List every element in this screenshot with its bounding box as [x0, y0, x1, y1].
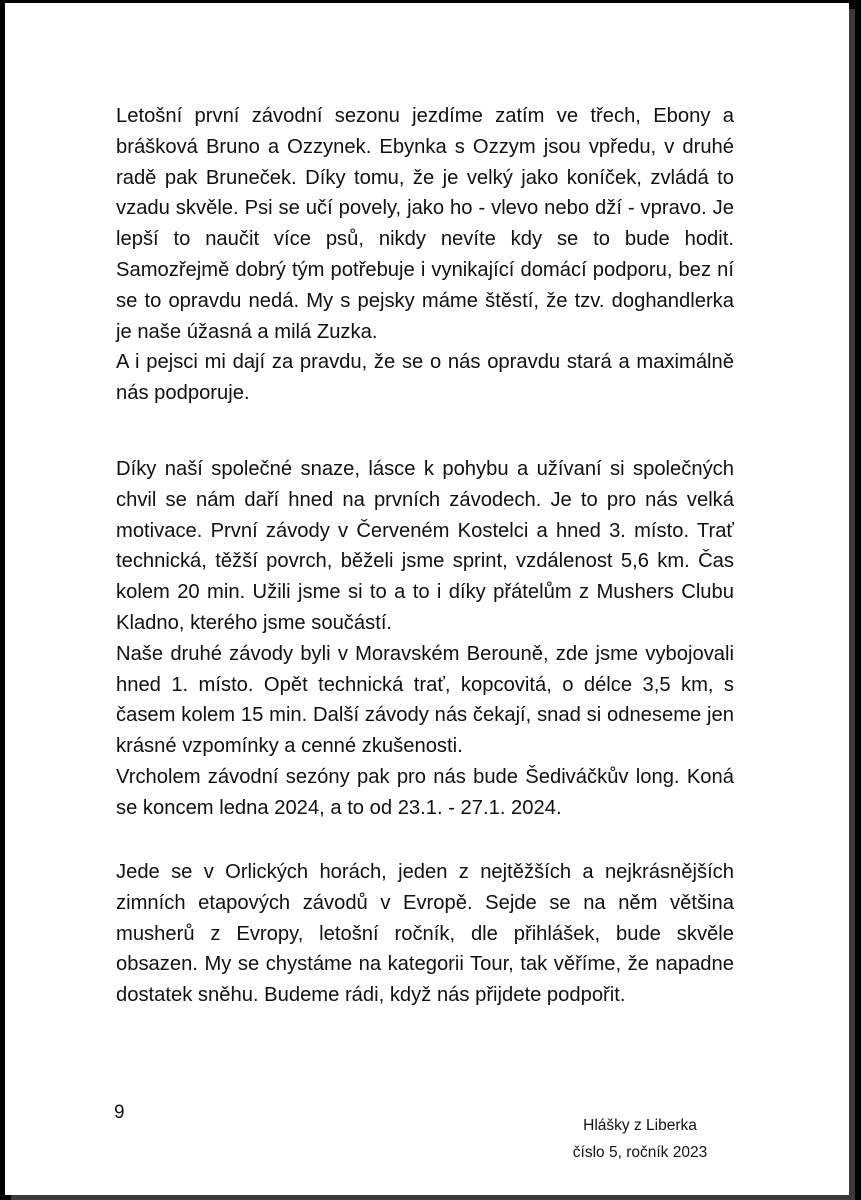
publication-title: Hlášky z Liberka — [583, 1117, 697, 1134]
paragraph: Naše druhé závody byli v Moravském Berouně, zde jsme vybojovali hned 1. místo. Opět technická trať, kopcovitá, o délce 3,5 km, s časem kolem 15 min. Další závody nás čekají, snad si odneseme jen krásné vzpomínky a cenné zkušenosti. — [116, 642, 734, 758]
article-section-2 — [116, 454, 734, 824]
paragraph: Díky naší společné snaze, lásce k pohybu a užívaní si společných chvil se nám daří hned na prvních závodech. Je to pro nás velká motivace. První závody v Červeném Kostelci a hned 3. místo. Trať technická, těžší povrch, běželi jsme sprint, vzdálenost 5,6 km. Čas kolem 20 min. Užili jsme si to a to i díky přátelům z Mushers Clubu Kladno, kterého jsme součástí. — [116, 458, 734, 634]
article-section-3 — [116, 857, 734, 1011]
issue-info: číslo 5, ročník 2023 — [572, 1144, 708, 1161]
paragraph: A i pejsci mi dají za pravdu, že se o nás opravdu stará a maximálně nás podporuje. — [116, 351, 734, 405]
document-page — [5, 3, 849, 1195]
page-number: 9 — [114, 1102, 125, 1123]
paragraph: Jede se v Orlických horách, jeden z nejtěžších a nejkrásnějších zimních etapových závodů v Evropě. Sejde se na něm většina musherů z Evropy, letošní ročník, dle přihlášek, bude skvěle obsazen. My se chystáme na kategorii Tour, tak věříme, že napadne dostatek sněhu. Budeme rádi, když nás přijdete podpořit. — [116, 861, 734, 1007]
paragraph: Vrcholem závodní sezóny pak pro nás bude Šediváčkův long. Koná se koncem ledna 2024, a to od 23.1. - 27.1. 2024. — [116, 765, 734, 819]
publication-footer — [545, 1112, 735, 1166]
paragraph: Letošní první závodní sezonu jezdíme zatím ve třech, Ebony a brášková Bruno a Ozzynek. Ebynka s Ozzym jsou vpředu, v druhé radě pak Bruneček. Díky tomu, že je velký jako koníček, zvládá to vzadu skvěle. Psi se učí povely, jako ho - vlevo nebo dží - vpravo. Je lepší to naučit více psů, nikdy nevíte kdy se to bude hodit. Samozřejmě dobrý tým potřebuje i vynikající domácí podporu, bez ní se to opravdu nedá. My s pejsky máme štěstí, že tzv. doghandlerka je naše úžasná a milá Zuzka. — [116, 105, 734, 343]
article-section-1 — [116, 101, 734, 409]
